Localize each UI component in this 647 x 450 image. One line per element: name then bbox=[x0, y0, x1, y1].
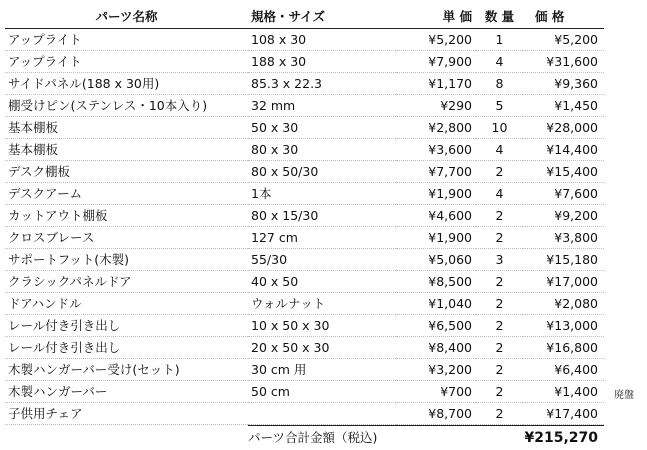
cell-price: ¥1,450 bbox=[523, 95, 604, 117]
cell-name: 棚受けピン(ステンレス・10本入り) bbox=[5, 95, 248, 117]
cell-name: 子供用チェア bbox=[5, 403, 248, 425]
cell-spec: 188 x 30 bbox=[248, 51, 396, 73]
discontinued-note: 廃盤 bbox=[614, 390, 634, 401]
cell-spec: 1本 bbox=[248, 183, 396, 205]
cell-price: ¥1,400 bbox=[523, 381, 604, 403]
cell-price: ¥31,600 bbox=[523, 51, 604, 73]
cell-qty: 2 bbox=[476, 205, 523, 227]
cell-price: ¥7,600 bbox=[523, 183, 604, 205]
cell-name: サイドパネル(188 x 30用) bbox=[5, 73, 248, 95]
cell-unit-price: ¥1,900 bbox=[396, 183, 476, 205]
cell-unit-price: ¥8,400 bbox=[396, 337, 476, 359]
cell-unit-price: ¥3,200 bbox=[396, 359, 476, 381]
cell-qty: 2 bbox=[476, 403, 523, 425]
cell-spec: 40 x 50 bbox=[248, 271, 396, 293]
cell-name: デスクアーム bbox=[5, 183, 248, 205]
cell-price: ¥15,180 bbox=[523, 249, 604, 271]
cell-unit-price: ¥8,700 bbox=[396, 403, 476, 425]
cell-qty: 3 bbox=[476, 249, 523, 271]
cell-name: 木製ハンガーバー受け(セット) bbox=[5, 359, 248, 381]
cell-qty: 2 bbox=[476, 359, 523, 381]
cell-qty: 2 bbox=[476, 161, 523, 183]
cell-spec: 108 x 30 bbox=[248, 29, 396, 51]
header-unit-price: 単 価 bbox=[396, 6, 476, 29]
cell-qty: 2 bbox=[476, 271, 523, 293]
cell-qty: 4 bbox=[476, 183, 523, 205]
parts-table bbox=[5, 6, 604, 450]
cell-spec: 50 cm bbox=[248, 381, 396, 403]
cell-unit-price: ¥4,600 bbox=[396, 205, 476, 227]
cell-name: 基本棚板 bbox=[5, 139, 248, 161]
cell-price: ¥5,200 bbox=[523, 29, 604, 51]
cell-name: アップライト bbox=[5, 29, 248, 51]
cell-unit-price: ¥2,800 bbox=[396, 117, 476, 139]
cell-unit-price: ¥5,200 bbox=[396, 29, 476, 51]
cell-spec: 80 x 50/30 bbox=[248, 161, 396, 183]
cell-unit-price: ¥700 bbox=[396, 381, 476, 403]
cell-qty: 2 bbox=[476, 337, 523, 359]
cell-unit-price: ¥5,060 bbox=[396, 249, 476, 271]
cell-spec: ウォルナット bbox=[248, 293, 396, 315]
cell-spec: 32 mm bbox=[248, 95, 396, 117]
cell-spec: 127 cm bbox=[248, 227, 396, 249]
cell-price: ¥3,800 bbox=[523, 227, 604, 249]
cell-unit-price: ¥3,600 bbox=[396, 139, 476, 161]
cell-qty: 2 bbox=[476, 381, 523, 403]
cell-price: ¥13,000 bbox=[523, 315, 604, 337]
cell-name: 木製ハンガーバー bbox=[5, 381, 248, 403]
cell-unit-price: ¥290 bbox=[396, 95, 476, 117]
cell-name: クラシックパネルドア bbox=[5, 271, 248, 293]
cell-qty: 2 bbox=[476, 315, 523, 337]
cell-unit-price: ¥6,500 bbox=[396, 315, 476, 337]
cell-price: ¥9,360 bbox=[523, 73, 604, 95]
total-spacer bbox=[5, 425, 248, 449]
cell-qty: 1 bbox=[476, 29, 523, 51]
cell-price: ¥16,800 bbox=[523, 337, 604, 359]
cell-price: ¥2,080 bbox=[523, 293, 604, 315]
cell-spec: 85.3 x 22.3 bbox=[248, 73, 396, 95]
cell-spec: 55/30 bbox=[248, 249, 396, 271]
cell-qty: 2 bbox=[476, 227, 523, 249]
cell-unit-price: ¥1,900 bbox=[396, 227, 476, 249]
cell-name: デスク棚板 bbox=[5, 161, 248, 183]
cell-price: ¥17,000 bbox=[523, 271, 604, 293]
cell-qty: 2 bbox=[476, 293, 523, 315]
cell-price: ¥6,400 bbox=[523, 359, 604, 381]
cell-price: ¥17,400 bbox=[523, 403, 604, 425]
total-label: パーツ合計金額（税込) bbox=[248, 425, 476, 450]
cell-name: カットアウト棚板 bbox=[5, 205, 248, 227]
cell-qty: 8 bbox=[476, 73, 523, 95]
cell-price: ¥14,400 bbox=[523, 139, 604, 161]
cell-unit-price: ¥1,040 bbox=[396, 293, 476, 315]
cell-unit-price: ¥7,700 bbox=[396, 161, 476, 183]
header-price: 価 格 bbox=[523, 6, 604, 29]
cell-name: サポートフット(木製) bbox=[5, 249, 248, 271]
cell-qty: 4 bbox=[476, 139, 523, 161]
cell-spec: 50 x 30 bbox=[248, 117, 396, 139]
cell-spec: 80 x 15/30 bbox=[248, 205, 396, 227]
cell-spec: 10 x 50 x 30 bbox=[248, 315, 396, 337]
cell-qty: 10 bbox=[476, 117, 523, 139]
cell-qty: 5 bbox=[476, 95, 523, 117]
cell-price: ¥28,000 bbox=[523, 117, 604, 139]
cell-name: アップライト bbox=[5, 51, 248, 73]
cell-spec: 20 x 50 x 30 bbox=[248, 337, 396, 359]
cell-price: ¥15,400 bbox=[523, 161, 604, 183]
cell-spec: 80 x 30 bbox=[248, 139, 396, 161]
cell-name: レール付き引き出し bbox=[5, 315, 248, 337]
cell-name: ドアハンドル bbox=[5, 293, 248, 315]
header-spec: 規格・サイズ bbox=[248, 6, 396, 29]
cell-qty: 4 bbox=[476, 51, 523, 73]
cell-spec bbox=[248, 403, 396, 425]
header-qty: 数 量 bbox=[476, 6, 523, 29]
total-value: ¥215,270 bbox=[476, 425, 604, 450]
cell-name: 基本棚板 bbox=[5, 117, 248, 139]
cell-spec: 30 cm 用 bbox=[248, 359, 396, 381]
header-name: パーツ名称 bbox=[5, 6, 248, 29]
cell-unit-price: ¥7,900 bbox=[396, 51, 476, 73]
cell-name: クロスブレース bbox=[5, 227, 248, 249]
cell-price: ¥9,200 bbox=[523, 205, 604, 227]
cell-name: レール付き引き出し bbox=[5, 337, 248, 359]
cell-unit-price: ¥1,170 bbox=[396, 73, 476, 95]
cell-unit-price: ¥8,500 bbox=[396, 271, 476, 293]
